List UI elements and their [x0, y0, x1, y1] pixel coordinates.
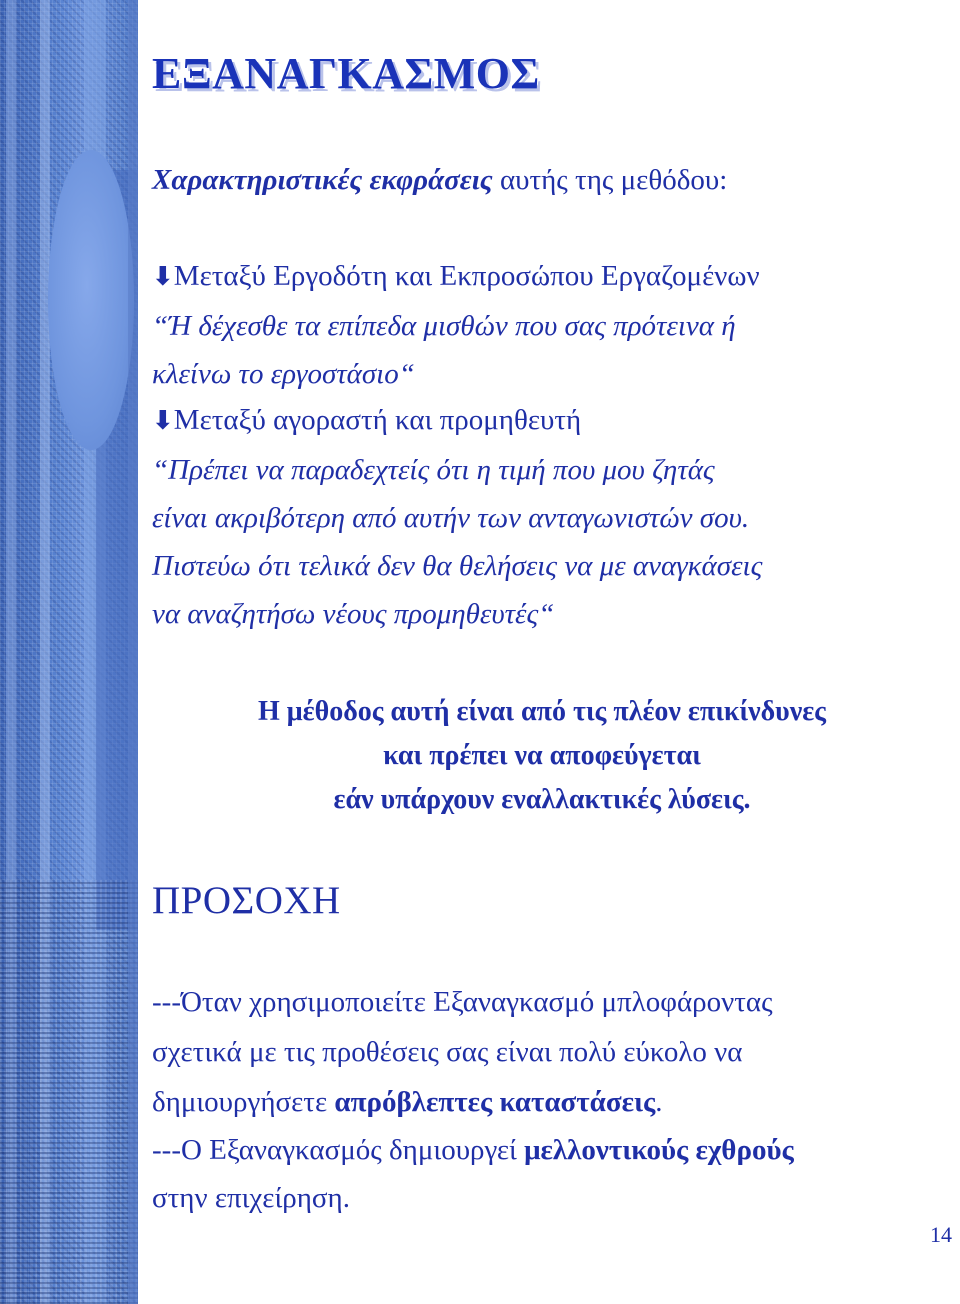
caution-line: ---Όταν χρησιμοποιείτε Εξαναγκασμό μπλοφάροντας: [152, 986, 773, 1018]
intro-line: [152, 162, 727, 198]
example-quote-line: Πιστεύω ότι τελικά δεν θα θελήσεις να με αναγκάσεις: [152, 550, 763, 582]
caution-line: στην επιχείρηση.: [152, 1182, 350, 1214]
decorative-side-band: [0, 0, 138, 1304]
example-quote-line: να αναζητήσω νέους προμηθευτές“: [152, 598, 555, 630]
example-quote-line: είναι ακριβότερη από αυτήν των ανταγωνιστών σου.: [152, 502, 750, 534]
slide-content: [152, 0, 952, 1304]
intro-emphasis: Χαρακτηριστικές εκφράσεις: [152, 164, 493, 196]
example-heading-2: [152, 402, 581, 439]
example-heading-text: Μεταξύ αγοραστή και προμηθευτή: [173, 404, 582, 436]
intro-rest: αυτής της μεθόδου:: [492, 164, 728, 196]
caution-text: ---Ο Εξαναγκασμός δημιουργεί: [152, 1134, 525, 1166]
warning-block: [152, 690, 952, 822]
band-stripe: [128, 0, 138, 1304]
example-quote-line: “Ή δέχεσθε τα επίπεδα μισθών που σας πρότεινα ή: [152, 310, 736, 342]
example-heading-1: [152, 258, 760, 295]
example-heading-text: Μεταξύ Εργοδότη και Εκπροσώπου Εργαζομένων: [173, 260, 760, 292]
caution-heading: ΠΡΟΣΟΧΗ: [152, 879, 341, 922]
example-quote-line: κλείνω το εργοστάσιο“: [152, 358, 415, 390]
down-arrow-icon: ⬇: [152, 262, 174, 292]
warning-line: εάν υπάρχουν εναλλακτικές λύσεις.: [333, 784, 751, 815]
caution-emphasis: απρόβλεπτες καταστάσεις: [334, 1086, 656, 1118]
page-number: 14: [930, 1222, 952, 1247]
band-texture: [0, 880, 138, 1304]
band-oval: [48, 150, 134, 450]
caution-line: [152, 1132, 794, 1168]
warning-line: Η μέθοδος αυτή είναι από τις πλέον επικίνδυνες: [257, 696, 826, 727]
page-title: ΕΞΑΝΑΓΚΑΣΜΟΣ: [152, 49, 540, 98]
caution-text: .: [655, 1086, 663, 1118]
warning-line: και πρέπει να αποφεύγεται: [383, 740, 701, 771]
caution-text: δημιουργήσετε: [152, 1086, 335, 1118]
caution-line: [152, 1084, 663, 1120]
down-arrow-icon: ⬇: [152, 406, 174, 436]
example-quote-line: “Πρέπει να παραδεχτείς ότι η τιμή που μου ζητάς: [152, 454, 715, 486]
caution-line: σχετικά με τις προθέσεις σας είναι πολύ εύκολο να: [152, 1036, 743, 1068]
caution-emphasis: μελλοντικούς εχθρούς: [524, 1134, 794, 1166]
